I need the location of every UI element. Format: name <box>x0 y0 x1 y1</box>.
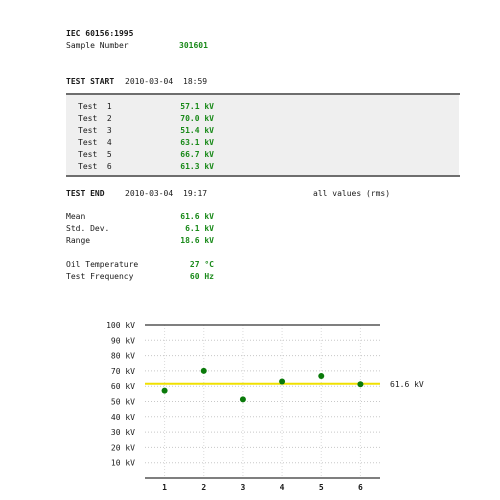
test-value: 61.3 kV <box>180 162 214 171</box>
test-end-label: TEST END <box>66 189 105 198</box>
test-value: 51.4 kV <box>180 126 214 135</box>
stat-value-std-dev: 6.1 kV <box>185 224 214 233</box>
test-value: 70.0 kV <box>180 114 214 123</box>
test-value: 57.1 kV <box>180 102 214 111</box>
test-value: 63.1 kV <box>180 138 214 147</box>
y-tick-label: 40 kV <box>110 412 135 422</box>
test-end-time: 19:17 <box>183 189 208 198</box>
test-label: Test 5 <box>78 150 112 159</box>
x-tick-label: 3 <box>240 483 246 492</box>
stat-label-mean: Mean <box>66 212 86 221</box>
y-tick-label: 10 kV <box>110 458 135 468</box>
x-tick-label: 5 <box>318 483 324 492</box>
test-start-time: 18:59 <box>183 77 208 86</box>
data-point <box>240 396 246 402</box>
test-label: Test 1 <box>78 102 112 111</box>
test-end-date: 2010-03-04 <box>125 189 174 198</box>
test-label: Test 3 <box>78 126 112 135</box>
stat-value-range: 18.6 kV <box>180 236 214 245</box>
data-point <box>162 388 168 394</box>
test-frequency-value: 60 Hz <box>189 272 214 281</box>
data-point <box>318 373 324 379</box>
test-frequency-label: Test Frequency <box>66 272 134 281</box>
y-tick-label: 50 kV <box>110 397 135 407</box>
test-label: Test 6 <box>78 162 112 171</box>
oil-temperature-value: 27 °C <box>189 260 214 269</box>
data-point <box>357 381 363 387</box>
data-point <box>279 378 285 384</box>
test-value: 66.7 kV <box>180 150 214 159</box>
test-start-date: 2010-03-04 <box>125 77 174 86</box>
x-tick-label: 1 <box>162 483 167 492</box>
mean-line-label: 61.6 kV <box>390 379 424 389</box>
test-start-label: TEST START <box>66 77 115 86</box>
y-tick-label: 80 kV <box>110 351 135 361</box>
test-label: Test 2 <box>78 114 112 123</box>
sample-number-value: 301601 <box>179 41 208 50</box>
y-tick-label: 20 kV <box>110 443 135 453</box>
x-tick-label: 2 <box>201 483 207 492</box>
y-tick-label: 70 kV <box>110 366 135 376</box>
y-tick-label: 30 kV <box>110 428 135 438</box>
y-tick-label: 100 kV <box>106 321 135 330</box>
oil-temperature-label: Oil Temperature <box>66 260 139 269</box>
stat-value-mean: 61.6 kV <box>180 212 214 221</box>
x-tick-label: 4 <box>279 483 285 492</box>
stat-label-std-dev: Std. Dev. <box>66 224 110 233</box>
data-point <box>201 368 207 374</box>
stat-label-range: Range <box>66 236 91 245</box>
x-tick-label: 6 <box>358 483 363 492</box>
test-label: Test 4 <box>78 138 112 147</box>
values-note: all values (rms) <box>313 189 391 198</box>
standard-title: IEC 60156:1995 <box>66 29 134 38</box>
y-tick-label: 90 kV <box>110 336 135 346</box>
sample-number-label: Sample Number <box>66 41 129 50</box>
y-tick-label: 60 kV <box>110 382 135 392</box>
